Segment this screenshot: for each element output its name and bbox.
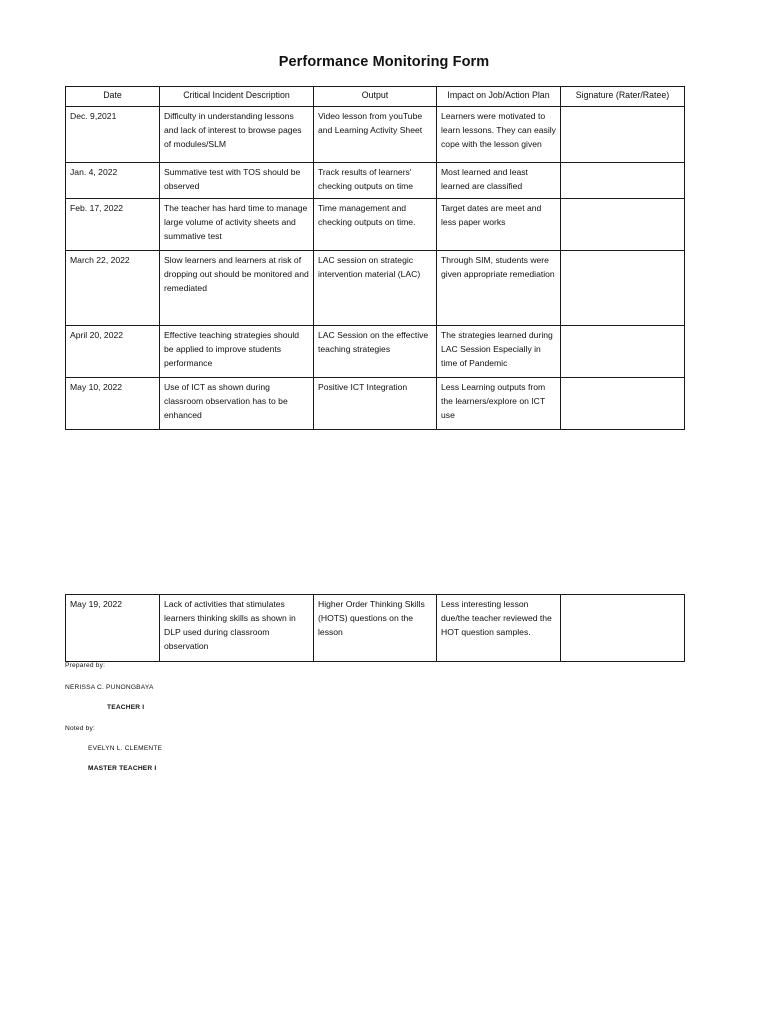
cell-signature[interactable]	[561, 378, 685, 430]
table-row	[66, 595, 685, 662]
cell-date: Feb. 17, 2022	[66, 199, 160, 251]
table-row	[66, 199, 685, 251]
cell-description: Slow learners and learners at risk of dropping out should be monitored and remediated	[160, 251, 314, 326]
cell-date: April 20, 2022	[66, 326, 160, 378]
header-output: Output	[314, 87, 437, 107]
cell-description: Effective teaching strategies should be applied to improve students performance	[160, 326, 314, 378]
cell-signature[interactable]	[561, 251, 685, 326]
table-header-row	[66, 87, 685, 107]
table-row	[66, 326, 685, 378]
cell-date: March 22, 2022	[66, 251, 160, 326]
cell-impact: Through SIM, students were given appropriate remediation	[437, 251, 561, 326]
cell-impact: Less interesting lesson due/the teacher reviewed the HOT question samples.	[437, 595, 561, 662]
prepared-by-name: NERISSA C. PUNONGBAYA	[65, 684, 154, 691]
cell-date: Dec. 9,2021	[66, 107, 160, 163]
prepared-by-label: Prepared by:	[65, 662, 106, 669]
cell-date: May 10, 2022	[66, 378, 160, 430]
cell-impact: Most learned and least learned are classified	[437, 163, 561, 199]
cell-signature[interactable]	[561, 163, 685, 199]
cell-output: LAC Session on the effective teaching strategies	[314, 326, 437, 378]
cell-date: Jan. 4, 2022	[66, 163, 160, 199]
header-date: Date	[66, 87, 160, 107]
cell-output: Track results of learners' checking outputs on time	[314, 163, 437, 199]
performance-table-continued	[65, 594, 685, 662]
header-impact: Impact on Job/Action Plan	[437, 87, 561, 107]
cell-description: Summative test with TOS should be observed	[160, 163, 314, 199]
header-signature: Signature (Rater/Ratee)	[561, 87, 685, 107]
cell-description: The teacher has hard time to manage large volume of activity sheets and summative test	[160, 199, 314, 251]
table-row	[66, 251, 685, 326]
table-row	[66, 107, 685, 163]
cell-impact: Less Learning outputs from the learners/explore on ICT use	[437, 378, 561, 430]
cell-signature[interactable]	[561, 595, 685, 662]
header-critical-incident: Critical Incident Description	[160, 87, 314, 107]
cell-output: Video lesson from youTube and Learning Activity Sheet	[314, 107, 437, 163]
cell-output: LAC session on strategic intervention material (LAC)	[314, 251, 437, 326]
noted-by-label: Noted by:	[65, 725, 96, 732]
noted-by-name: EVELYN L. CLEMENTE	[88, 745, 163, 752]
cell-date: May 19, 2022	[66, 595, 160, 662]
form-title: Performance Monitoring Form	[278, 54, 490, 70]
cell-impact: The strategies learned during LAC Session Especially in time of Pandemic	[437, 326, 561, 378]
cell-description: Use of ICT as shown during classroom observation has to be enhanced	[160, 378, 314, 430]
table-row	[66, 378, 685, 430]
prepared-by-title: TEACHER I	[107, 704, 145, 711]
cell-signature[interactable]	[561, 326, 685, 378]
cell-description: Difficulty in understanding lessons and lack of interest to browse pages of modules/SLM	[160, 107, 314, 163]
performance-table	[65, 86, 685, 430]
noted-by-title: MASTER TEACHER I	[88, 765, 157, 772]
cell-description: Lack of activities that stimulates learners thinking skills as shown in DLP used during classroom observation	[160, 595, 314, 662]
cell-output: Higher Order Thinking Skills (HOTS) questions on the lesson	[314, 595, 437, 662]
table-row	[66, 163, 685, 199]
cell-signature[interactable]	[561, 107, 685, 163]
cell-output: Positive ICT Integration	[314, 378, 437, 430]
cell-impact: Learners were motivated to learn lessons. They can easily cope with the lesson given	[437, 107, 561, 163]
cell-impact: Target dates are meet and less paper works	[437, 199, 561, 251]
cell-signature[interactable]	[561, 199, 685, 251]
cell-output: Time management and checking outputs on time.	[314, 199, 437, 251]
